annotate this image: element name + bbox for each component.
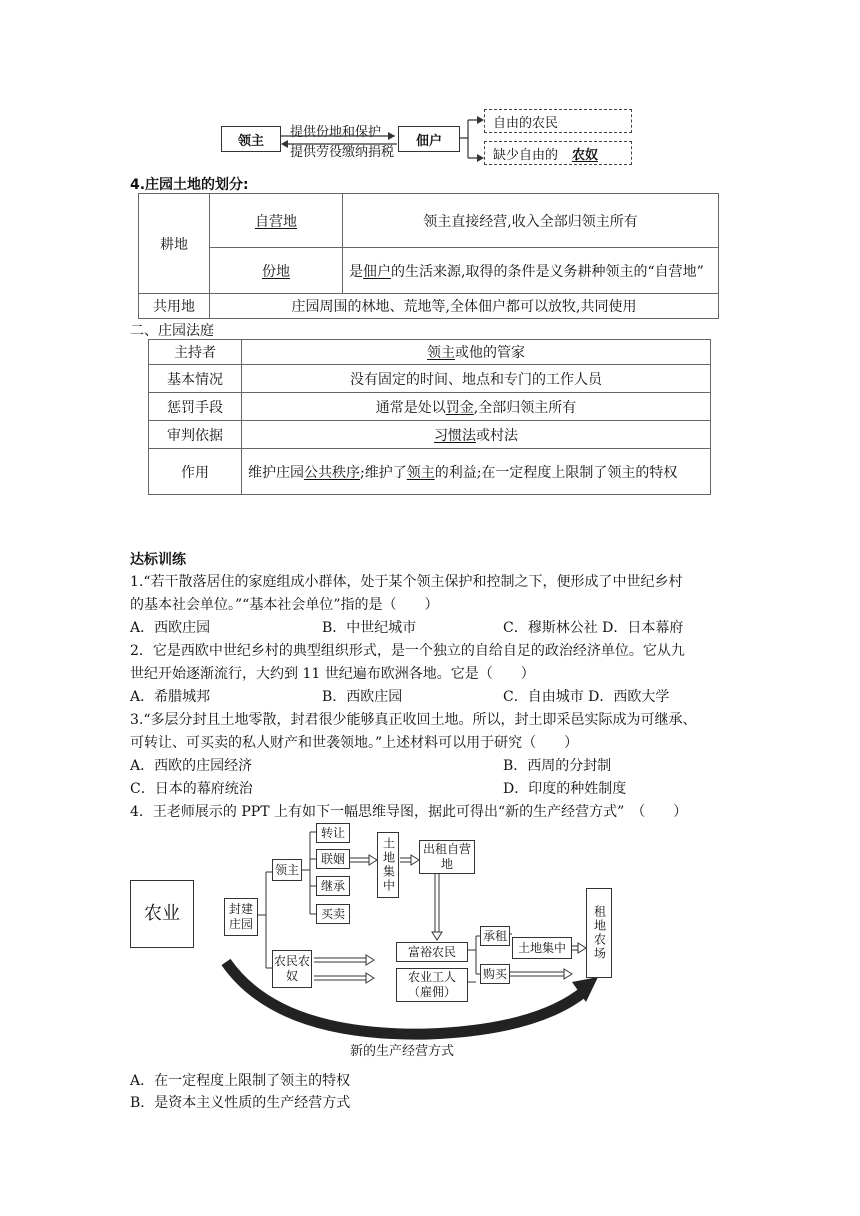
q1-option-a[interactable]: A．西欧庄园	[130, 620, 211, 636]
arable-cell: 耕地	[139, 194, 210, 294]
trade-box: 买卖	[316, 904, 350, 924]
lease-box: 承租	[480, 926, 510, 946]
basis-value: 习惯法或村法	[242, 421, 711, 449]
provide-labor-text: 提供劳役缴纳捐税	[290, 145, 395, 160]
host-label: 主持者	[149, 340, 242, 365]
mm-lord-box: 领主	[272, 859, 302, 881]
punish-value: 通常是处以罚金,全部归领主所有	[242, 393, 711, 421]
q4-option-b[interactable]: B．是资本主义性质的生产经营方式	[130, 1095, 351, 1111]
rich-peasant-box: 富裕农民	[396, 942, 468, 962]
rent-out-box: 出租自营地	[419, 840, 475, 874]
common-cell: 共用地	[139, 294, 210, 319]
provide-land-text: 提供份地和保护	[290, 125, 382, 140]
q1-line2: 的基本社会单位。”“基本社会单位”指的是（ ）	[130, 597, 439, 613]
q4-line1: 4．王老师展示的 PPT 上有如下一幅思维导图，据此可得出“新的生产经营方式” （ ）	[130, 804, 688, 820]
buy-box: 购买	[480, 964, 510, 984]
q2-line1: 2．它是西欧中世纪乡村的典型组织形式，是一个独立的自给自足的政治经济单位。它从九	[130, 643, 685, 659]
practice-title: 达标训练	[130, 552, 186, 568]
mind-map-caption: 新的生产经营方式	[350, 1044, 455, 1059]
role-label: 作用	[149, 449, 242, 495]
q2-option-c[interactable]: C．自由城市 D．西欧大学	[503, 689, 670, 705]
peasant-box: 农民农奴	[272, 950, 312, 988]
punish-label: 惩罚手段	[149, 393, 242, 421]
q3-line1: 3.“多层分封且土地零散，封君很少能够真正收回土地。所以，封土即采邑实际成为可继承、	[130, 712, 697, 728]
tenant-box: 佃户	[398, 126, 460, 152]
q1-line1: 1.“若干散落居住的家庭组成小群体，处于某个领主保护和控制之下，便形成了中世纪乡村	[130, 574, 683, 590]
holding-cell: 份地	[210, 248, 343, 294]
section4-title: 4.庄园土地的划分:	[130, 177, 249, 193]
q4-option-a[interactable]: A．在一定程度上限制了领主的特权	[130, 1073, 351, 1089]
q3-option-c[interactable]: C．日本的幕府统治	[130, 781, 253, 797]
land-concentration-box: 土地集中	[512, 937, 572, 959]
q2-option-b[interactable]: B．西欧庄园	[322, 689, 403, 705]
common-desc: 庄园周围的林地、荒地等,全体佃户都可以放牧,共同使用	[210, 294, 719, 319]
free-farmer-box: 自由的农民	[484, 109, 632, 133]
q1-option-b[interactable]: B．中世纪城市	[322, 620, 417, 636]
q2-line2: 世纪开始逐渐流行，大约到 11 世纪遍布欧洲各地。它是（ ）	[130, 666, 535, 682]
demesne-cell: 自营地	[210, 194, 343, 248]
basis-label: 审判依据	[149, 421, 242, 449]
q3-option-b[interactable]: B．西周的分封制	[503, 758, 612, 774]
demesne-desc: 领主直接经营,收入全部归领主所有	[343, 194, 719, 248]
q3-option-a[interactable]: A．西欧的庄园经济	[130, 758, 253, 774]
mind-map	[128, 822, 638, 1062]
transfer-box: 转让	[316, 823, 350, 843]
manor-box: 封建庄园	[224, 898, 258, 936]
worker-box: 农业工人（雇佣）	[396, 968, 468, 1002]
q3-line2: 可转让、可买卖的私人财产和世袭领地。”上述材料可以用于研究（ ）	[130, 735, 579, 751]
serf-prefix: 缺少自由的	[493, 147, 559, 163]
basic-label: 基本情况	[149, 365, 242, 393]
rented-farm-box: 租地农场	[586, 888, 612, 978]
lord-box: 领主	[221, 126, 281, 152]
q2-option-a[interactable]: A．希腊城邦	[130, 689, 211, 705]
serf-answer: 农奴	[572, 147, 599, 163]
land-table	[138, 193, 719, 319]
holding-desc: 是佃户的生活来源,取得的条件是义务耕种领主的“自营地”	[343, 248, 719, 294]
q3-option-d[interactable]: D．印度的种姓制度	[503, 781, 627, 797]
court-table	[148, 339, 711, 495]
q1-option-c[interactable]: C．穆斯林公社 D．日本幕府	[503, 620, 684, 636]
land-concentration-vertical-box: 土地集中	[377, 832, 399, 898]
marriage-box: 联姻	[316, 849, 350, 869]
basic-value: 没有固定的时间、地点和专门的工作人员	[242, 365, 711, 393]
flow-arrows	[279, 124, 399, 154]
serf-box	[484, 141, 632, 165]
inherit-box: 继承	[316, 876, 350, 896]
section2-title: 二、庄园法庭	[130, 323, 214, 339]
agriculture-box: 农业	[130, 880, 194, 948]
host-value: 领主或他的管家	[242, 340, 711, 365]
role-value: 维护庄园公共秩序;维护了领主的利益;在一定程度上限制了领主的特权	[242, 449, 711, 495]
